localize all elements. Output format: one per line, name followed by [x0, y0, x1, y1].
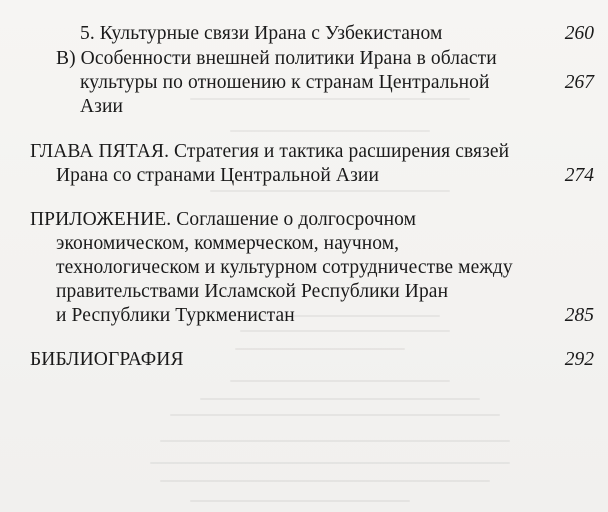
toc-item-b-title-line3: Азии — [80, 96, 124, 117]
toc-appendix-title-line5: и Республики Туркменистан — [56, 305, 295, 326]
toc-item-5-title: 5. Культурные связи Ирана с Узбекистаном — [80, 23, 443, 44]
toc-item-b-title-line1: В) Особенности внешней политики Ирана в области — [56, 48, 497, 69]
toc-item-b-page: 267 — [564, 72, 594, 93]
toc-appendix-title-line3: технологическом и культурном сотрудничестве между — [56, 257, 513, 278]
toc-appendix-page: 285 — [564, 305, 594, 326]
toc-appendix-title-line2: экономическом, коммерческом, научном, — [56, 233, 400, 254]
toc-item-5-page: 260 — [564, 23, 594, 44]
toc-item-b-title-line2: культуры по отношению к странам Центральной — [80, 72, 490, 93]
toc-appendix-title-line4: правительствами Исламской Республики Иран — [56, 281, 449, 302]
toc-appendix-title-line1: ПРИЛОЖЕНИЕ. Соглашение о долгосрочном — [30, 209, 417, 230]
toc-bibliography-page: 292 — [564, 349, 594, 370]
toc-bibliography-title: БИБЛИОГРАФИЯ — [30, 349, 184, 370]
toc-chapter-5-title-line1: ГЛАВА ПЯТАЯ. Стратегия и тактика расширения связей — [30, 141, 510, 162]
toc-chapter-5-page: 274 — [564, 165, 594, 186]
toc-chapter-5-title-line2: Ирана со странами Центральной Азии — [56, 165, 379, 186]
